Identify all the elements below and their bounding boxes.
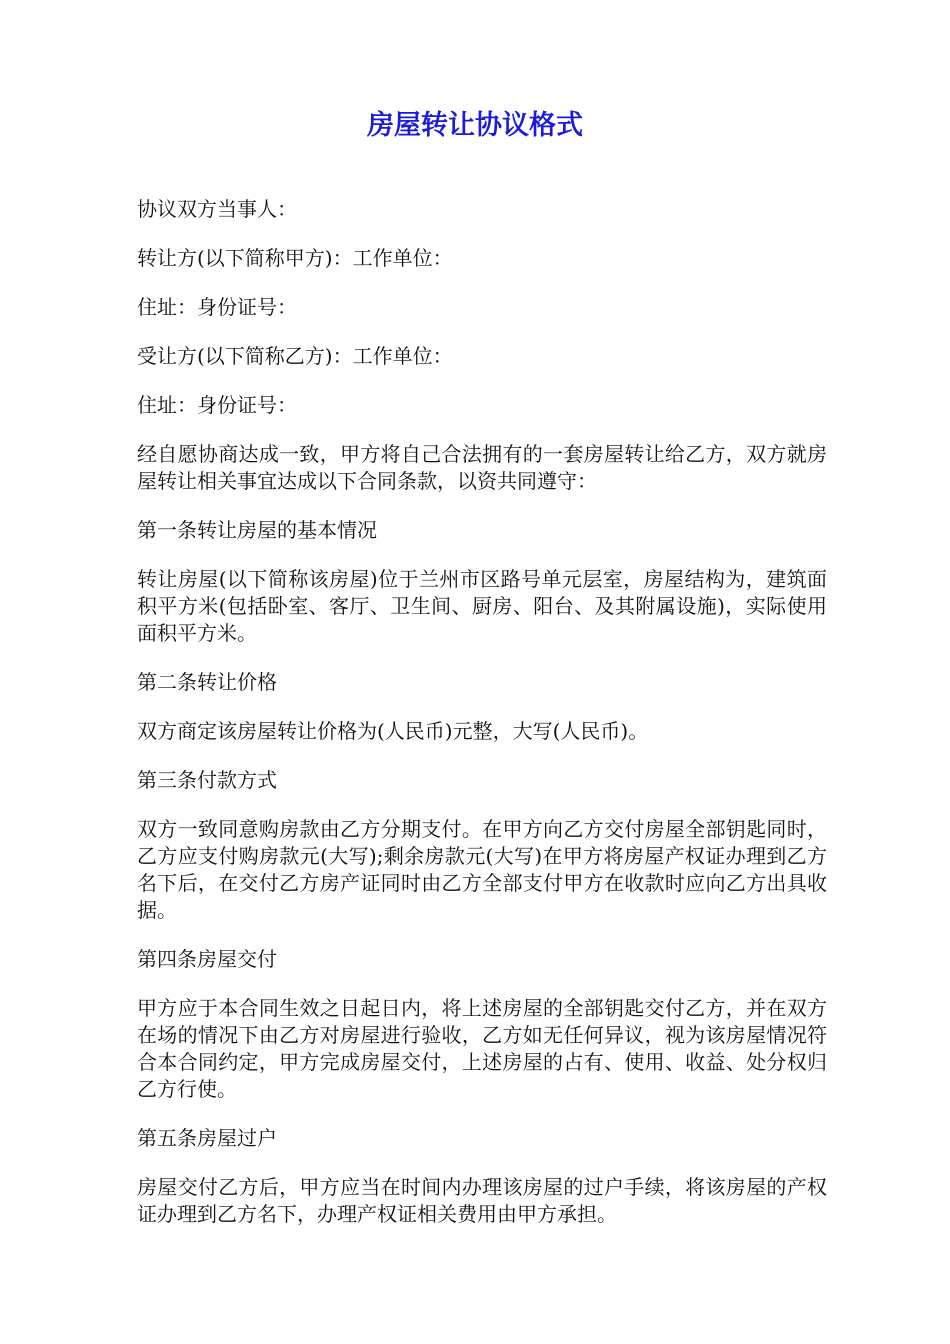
clause-heading-2: 第二条转让价格	[137, 670, 277, 694]
paragraph-transferor-address: 住址：身份证号：	[137, 295, 297, 319]
paragraph-transferee: 受让方(以下简称乙方)：工作单位：	[137, 344, 453, 368]
clause-heading-4: 第四条房屋交付	[137, 947, 277, 971]
paragraph-transferor: 转让方(以下简称甲方)：工作单位：	[137, 246, 453, 270]
clause-body-3: 双方一致同意购房款由乙方分期支付。在甲方向乙方交付房屋全部钥匙同时，乙方应支付购房款元(大写);剩余房款元(大写)在甲方将房屋产权证办理到乙方名下后，在交付乙方房产证同时由乙方全部支付甲方在收款时应向乙方出具收据。	[137, 817, 827, 922]
paragraph-preamble: 经自愿协商达成一致，甲方将自己合法拥有的一套房屋转让给乙方，双方就房屋转让相关事宜达成以下合同条款，以资共同遵守：	[137, 442, 827, 493]
clause-heading-1: 第一条转让房屋的基本情况	[137, 518, 377, 542]
paragraph-transferee-address: 住址：身份证号：	[137, 393, 297, 417]
document-title: 房屋转让协议格式	[367, 110, 583, 141]
clause-body-4: 甲方应于本合同生效之日起日内，将上述房屋的全部钥匙交付乙方，并在双方在场的情况下由乙方对房屋进行验收，乙方如无任何异议，视为该房屋情况符合本合同约定，甲方完成房屋交付，上述房屋的占有、使用、收益、处分权归乙方行使。	[137, 996, 827, 1101]
document-body	[137, 196, 827, 1250]
clause-body-1: 转让房屋(以下简称该房屋)位于兰州市区路号单元层室，房屋结构为，建筑面积平方米(包括卧室、客厅、卫生间、厨房、阳台、及其附属设施)，实际使用面积平方米。	[137, 567, 827, 645]
clause-body-2: 双方商定该房屋转让价格为(人民币)元整，大写(人民币)。	[137, 719, 649, 743]
clause-heading-3: 第三条付款方式	[137, 768, 277, 792]
clause-body-5: 房屋交付乙方后，甲方应当在时间内办理该房屋的过户手续，将该房屋的产权证办理到乙方名下，办理产权证相关费用由甲方承担。	[137, 1175, 827, 1226]
clause-heading-5: 第五条房屋过户	[137, 1126, 277, 1150]
paragraph-parties: 协议双方当事人：	[137, 197, 297, 221]
